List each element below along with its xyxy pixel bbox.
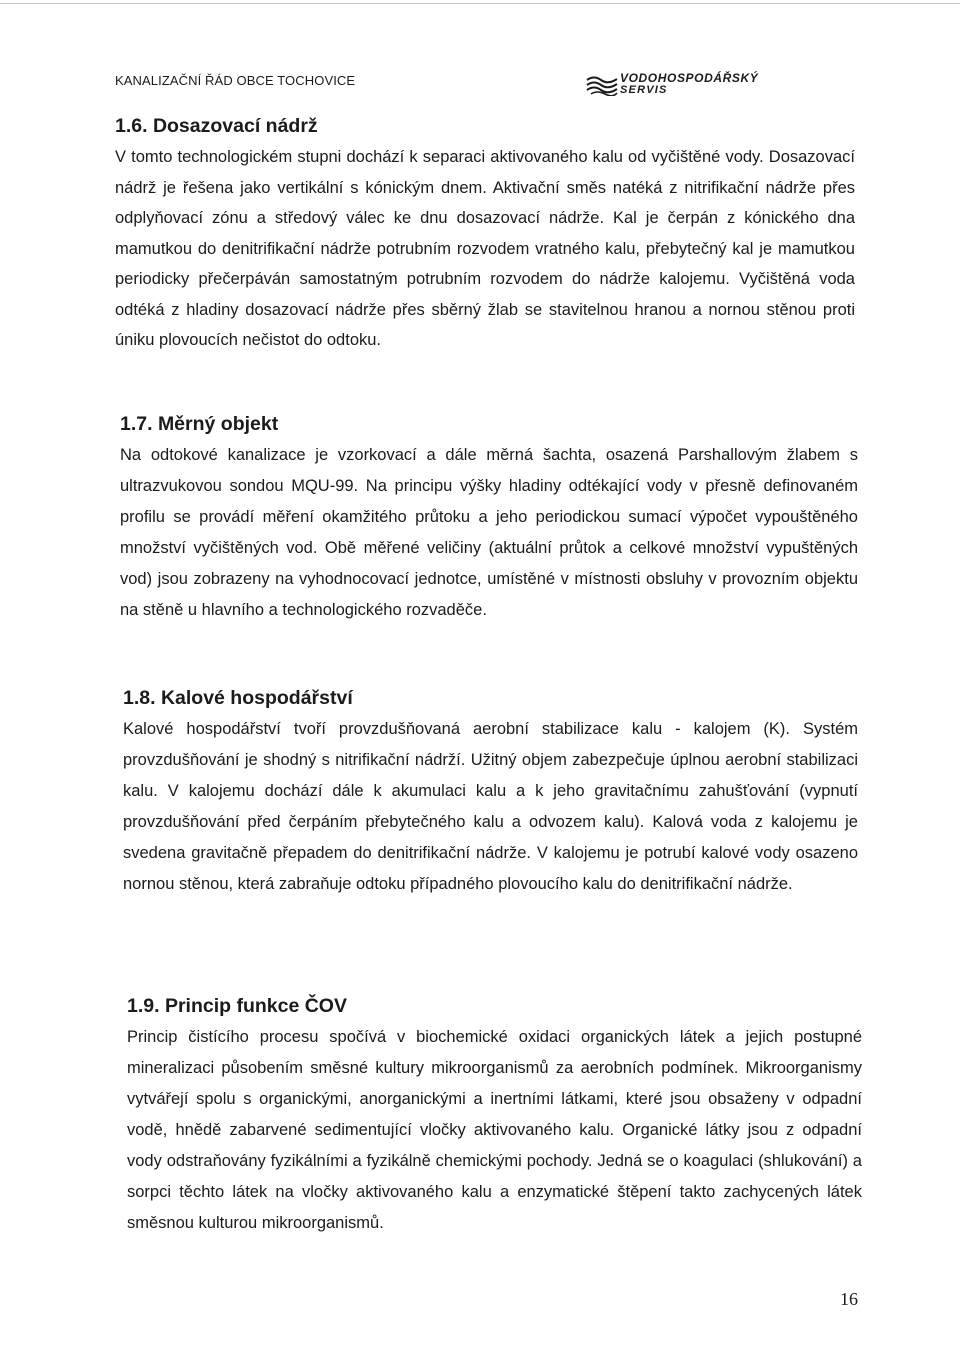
section-paragraph: Na odtokové kanalizace je vzorkovací a dále měrná šachta, osazená Parshallovým žlabem s ultrazvukovou sondou MQU-99. Na principu výšky hladiny odtékající vody v přesně definovaném profilu se provádí měření okamžitého průtoku a jeho periodickou sumací výpočet vypouštěného množství vyčištěných vod. Obě měřené veličiny (aktuální průtok a celkové množství vypuštěných vod) jsou zobrazeny na vyhodnocovací jednotce, umístěné v místnosti obsluhy v provozním objektu na stěně u hlavního a technologického rozvaděče.: [120, 446, 858, 619]
section-princip-funkce-cov: [127, 994, 862, 1239]
water-waves-icon: [585, 74, 619, 96]
section-heading: 1.9. Princip funkce ČOV: [127, 995, 347, 1017]
section-kalove-hospodarstvi: [123, 686, 858, 900]
company-logo: [585, 72, 845, 98]
page-number: 16: [840, 1289, 858, 1309]
section-heading: 1.6. Dosazovací nádrž: [115, 115, 318, 137]
section-paragraph: Kalové hospodářství tvoří provzdušňovaná aerobní stabilizace kalu - kalojem (K). Systém provzdušňování je shodný s nitrifikační nádrží. Užitný objem zabezpečuje úplnou aerobní stabilizaci kalu. V kalojemu dochází dále k akumulaci kalu a k jeho gravitačnímu zahušťování (vypnutí provzdušňování před čerpáním přebytečného kalu a odvozem kalu). Kalová voda z kalojemu je svedena gravitačně přepadem do denitrifikační nádrže. V kalojemu je potrubí kalové vody osazeno nornou stěnou, která zabraňuje odtoku případného plovoucího kalu do denitrifikační nádrže.: [123, 720, 858, 893]
section-paragraph: V tomto technologickém stupni dochází k separaci aktivovaného kalu od vyčištěné vody. Dosazovací nádrž je řešena jako vertikální s kónickým dnem. Aktivační směs natéká z nitrifikační nádrže přes odplyňovací zónu a středový válec ke dnu dosazovací nádrže. Kal je čerpán z kónického dna mamutkou do denitrifikační nádrže potrubním rozvodem vratného kalu, přebytečný kal je mamutkou periodicky přečerpáván samostatným potrubním rozvodem do nádrže kalojemu. Vyčištěná voda odtéká z hladiny dosazovací nádrže přes sběrný žlab se stavitelnou hranou a nornou stěnou proti úniku plovoucích nečistot do odtoku.: [115, 148, 855, 349]
logo-text-line2: SERVIS: [620, 84, 668, 96]
section-merny-objekt: [120, 412, 858, 626]
section-heading: 1.8. Kalové hospodářství: [123, 687, 353, 709]
section-heading: 1.7. Měrný objekt: [120, 413, 279, 435]
header-title: KANALIZAČNÍ ŘÁD OBCE TOCHOVICE: [115, 73, 356, 88]
logo-text-line1: VODOHOSPODÁŘSKÝ: [620, 71, 759, 85]
section-paragraph: Princip čistícího procesu spočívá v biochemické oxidaci organických látek a jejich postupné mineralizaci působením směsné kultury mikroorganismů za aerobních podmínek. Mikroorganismy vytvářejí spolu s organickými, anorganickými a inertními látkami, které jsou obsaženy v odpadní vodě, hnědě zabarvené sedimentující vločky aktivovaného kalu. Organické látky jsou z odpadní vody odstraňovány fyzikálními a fyzikálně chemickými pochody. Jedná se o koagulaci (shlukování) a sorpci těchto látek na vločky aktivovaného kalu a enzymatické štěpení takto zachycených látek směsnou kulturou mikroorganismů.: [127, 1028, 862, 1232]
top-rule: [0, 3, 960, 4]
section-dosazovaci-nadrz: [115, 114, 855, 356]
